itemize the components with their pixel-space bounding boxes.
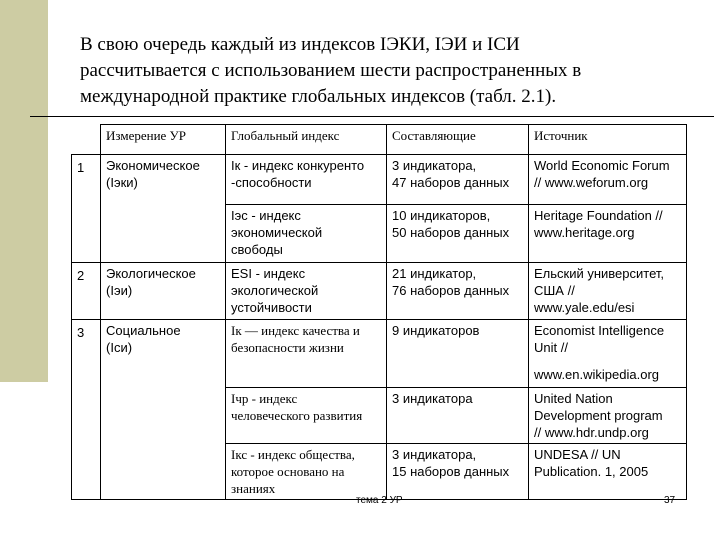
dimension-line: Экономическое [106, 158, 200, 173]
source-line: // www.hdr.undp.org [534, 425, 649, 440]
index-line: Iк — индекс качества и [231, 323, 360, 338]
components-line: 9 индикаторов [392, 323, 480, 338]
index-cell [226, 263, 387, 320]
components-line: 10 индикаторов, [392, 208, 491, 223]
global-indices-table [71, 124, 687, 500]
dimension-line: (Iэки) [106, 175, 138, 190]
group-number-empty [72, 205, 101, 263]
table-row [72, 155, 687, 205]
footer-theme: тема 2 УР [356, 495, 403, 506]
dimension-empty [101, 364, 226, 388]
index-cell [226, 205, 387, 263]
title-line: международной практике глобальных индексов (табл. 2.1). [80, 86, 557, 107]
index-line: которое основано на [231, 464, 345, 479]
table-header-row [72, 125, 687, 155]
group-number: 3 [72, 320, 101, 364]
index-cell [226, 155, 387, 205]
source-line: www.yale.edu/esi [534, 300, 635, 315]
page-number: 37 [664, 495, 676, 506]
dimension-line: Экологическое [106, 266, 196, 281]
components-cell [387, 155, 529, 205]
table-row [72, 364, 687, 388]
index-line: -способности [231, 175, 312, 190]
source-line: Economist Intelligence [534, 323, 665, 338]
source-line: // www.weforum.org [534, 175, 649, 190]
components-line: 47 наборов данных [392, 175, 510, 190]
dimension-cell [101, 155, 226, 205]
group-number-empty [72, 364, 101, 388]
components-line: 3 индикатора, [392, 447, 477, 462]
index-line: знаниях [231, 481, 276, 496]
index-line: Iк - индекс конкуренто [231, 158, 365, 173]
index-line: устойчивости [231, 300, 312, 315]
index-line: ESI - индекс [231, 266, 306, 281]
group-number-empty [72, 388, 101, 444]
table-row [72, 205, 687, 263]
source-cell [529, 444, 687, 500]
source-line: Development program [534, 408, 663, 423]
source-line: США // [534, 283, 575, 298]
decorative-side-bar [0, 0, 48, 382]
table-row [72, 263, 687, 320]
source-cell [529, 155, 687, 205]
index-line: экологической [231, 283, 319, 298]
components-cell [387, 263, 529, 320]
dimension-cell [101, 320, 226, 364]
title-line: В свою очередь каждый из индексов ІЭКИ, ІЭИ и ІСИ [80, 34, 520, 55]
slide-title [80, 32, 700, 110]
source-line: Heritage Foundation // [534, 208, 663, 223]
source-line: www.heritage.org [534, 225, 635, 240]
index-cell [226, 388, 387, 444]
table-row [72, 444, 687, 500]
index-line: Iкс - индекс общества, [231, 447, 355, 462]
source-cell [529, 205, 687, 263]
table-row [72, 388, 687, 444]
source-cell [529, 320, 687, 364]
dimension-empty [101, 444, 226, 500]
dimension-cell [101, 263, 226, 320]
title-divider [30, 116, 714, 117]
components-line: 76 наборов данных [392, 283, 510, 298]
index-line: Iчр - индекс [231, 391, 298, 406]
header-dimension: Измерение УР [101, 125, 226, 155]
components-line: 50 наборов данных [392, 225, 510, 240]
components-cell [387, 320, 529, 364]
components-line: 3 индикатора, [392, 158, 477, 173]
index-line: Iэс - индекс [231, 208, 301, 223]
group-number: 2 [72, 263, 101, 320]
source-line: Ельский университет, [534, 266, 665, 281]
header-source: Источник [529, 125, 687, 155]
index-line: безопасности жизни [231, 340, 344, 355]
source-line: Unit // [534, 340, 568, 355]
source-cell [529, 388, 687, 444]
table-row [72, 320, 687, 364]
dimension-empty [101, 388, 226, 444]
index-line: человеческого развития [231, 408, 363, 423]
group-number: 1 [72, 155, 101, 205]
dimension-line: (Iси) [106, 340, 133, 355]
source-line: Publication. 1, 2005 [534, 464, 649, 479]
source-line: World Economic Forum [534, 158, 670, 173]
components-line: 15 наборов данных [392, 464, 510, 479]
components-line: 21 индикатор, [392, 266, 477, 281]
header-global-index: Глобальный индекс [226, 125, 387, 155]
index-line: свободы [231, 242, 283, 257]
source-cell: www.en.wikipedia.org [529, 364, 687, 388]
components-line: 3 индикатора [392, 391, 473, 406]
dimension-empty [101, 205, 226, 263]
header-empty-cell [72, 125, 101, 155]
index-line: экономической [231, 225, 323, 240]
index-cell [226, 320, 387, 364]
index-cell [226, 444, 387, 500]
components-cell [387, 388, 529, 444]
source-cell [529, 263, 687, 320]
source-line: UNDESA // UN [534, 447, 621, 462]
components-empty [387, 364, 529, 388]
components-cell [387, 205, 529, 263]
source-line: United Nation [534, 391, 613, 406]
header-components: Составляющие [387, 125, 529, 155]
dimension-line: Социальное [106, 323, 181, 338]
title-line: рассчитывается с использованием шести распространенных в [80, 60, 582, 81]
dimension-line: (Iэи) [106, 283, 133, 298]
index-empty [226, 364, 387, 388]
group-number-empty [72, 444, 101, 500]
components-cell [387, 444, 529, 500]
